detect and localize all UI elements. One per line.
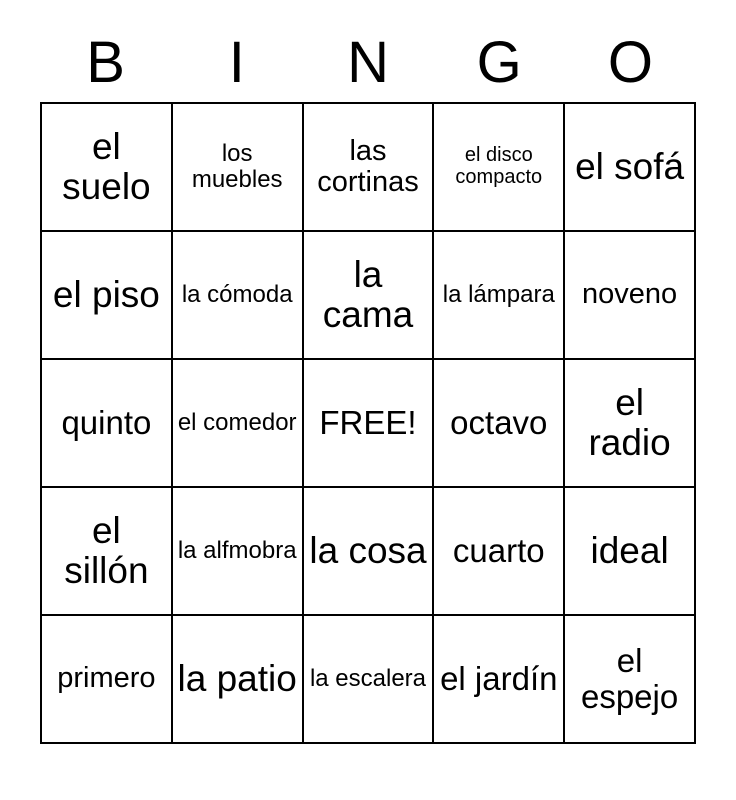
bingo-row	[41, 359, 695, 487]
bingo-cell[interactable]	[172, 487, 303, 615]
bingo-cell[interactable]	[433, 615, 564, 743]
bingo-grid	[40, 102, 696, 744]
bingo-cell[interactable]	[433, 487, 564, 615]
bingo-cell-label: la cosa	[309, 530, 427, 572]
bingo-cell-label: la cama	[322, 254, 414, 335]
bingo-cell-label: quinto	[61, 404, 152, 442]
bingo-row	[41, 103, 695, 231]
bingo-cell-label: la patio	[177, 658, 297, 700]
bingo-row	[41, 487, 695, 615]
bingo-cell[interactable]	[41, 231, 172, 359]
bingo-cell[interactable]	[564, 487, 695, 615]
bingo-cell[interactable]	[564, 103, 695, 231]
bingo-cell-label: el sofá	[575, 146, 685, 188]
header-letter-i: I	[228, 30, 245, 95]
bingo-cell[interactable]	[172, 615, 303, 743]
bingo-cell-label: el comedor	[177, 409, 297, 437]
bingo-cell-label: el piso	[52, 274, 160, 316]
header-letter-b: B	[86, 30, 125, 95]
bingo-cell[interactable]	[41, 103, 172, 231]
bingo-cell[interactable]	[172, 103, 303, 231]
bingo-cell[interactable]	[303, 487, 434, 615]
bingo-cell[interactable]	[41, 487, 172, 615]
bingo-cell[interactable]	[433, 359, 564, 487]
bingo-cell[interactable]	[433, 231, 564, 359]
bingo-cell-label: las cortinas	[317, 134, 419, 198]
bingo-cell-label: cuarto	[452, 532, 545, 570]
bingo-cell[interactable]	[303, 615, 434, 743]
bingo-cell-label: la cómoda	[181, 281, 293, 309]
bingo-cell[interactable]	[303, 103, 434, 231]
bingo-cell-label: el jardín	[440, 660, 558, 698]
bingo-cell-label: el suelo	[62, 126, 151, 207]
bingo-cell-label: primero	[57, 662, 156, 695]
bingo-cell[interactable]	[564, 359, 695, 487]
bingo-cell-label: ideal	[590, 530, 669, 572]
bingo-cell-label: el sillón	[64, 510, 149, 591]
bingo-cell-label: la escalera	[309, 665, 427, 693]
header-letter-g: G	[476, 30, 522, 95]
bingo-cell-label: el disco compacto	[455, 144, 543, 188]
header-letter-o: O	[607, 30, 653, 95]
bingo-cell[interactable]	[172, 231, 303, 359]
bingo-cell-label: FREE!	[319, 404, 417, 442]
bingo-cell-label: el radio	[588, 382, 671, 463]
bingo-cell[interactable]	[172, 359, 303, 487]
bingo-cell[interactable]	[564, 231, 695, 359]
bingo-cell-label: la alfmobra	[177, 537, 297, 565]
bingo-cell-label: el espejo	[580, 642, 679, 715]
bingo-row	[41, 231, 695, 359]
bingo-cell-label: los muebles	[191, 140, 283, 193]
bingo-cell[interactable]	[41, 615, 172, 743]
bingo-cell[interactable]	[433, 103, 564, 231]
bingo-cell-label: noveno	[582, 278, 678, 311]
bingo-cell-label: la lámpara	[442, 281, 555, 309]
bingo-cell-free[interactable]	[303, 359, 434, 487]
bingo-header	[40, 0, 696, 94]
bingo-cell[interactable]	[303, 231, 434, 359]
bingo-cell[interactable]	[41, 359, 172, 487]
bingo-row	[41, 615, 695, 743]
bingo-cell-label: octavo	[450, 404, 548, 442]
bingo-cell[interactable]	[564, 615, 695, 743]
header-letter-n: N	[347, 30, 389, 95]
